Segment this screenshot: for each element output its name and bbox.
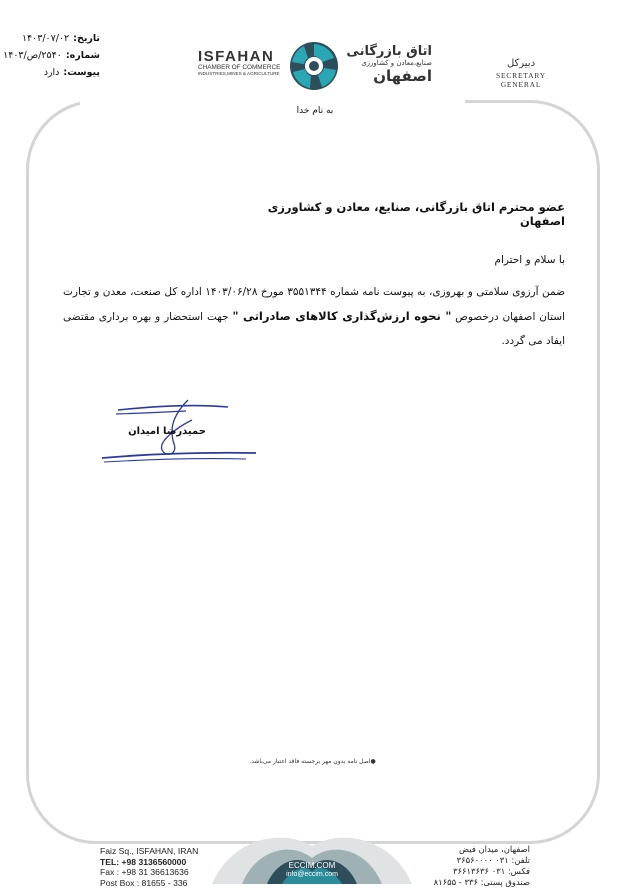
footer-fax-en: Fax : +98 31 36613636 [100, 867, 220, 878]
footer-street-fa: اصفهان، میدان فیض [410, 844, 530, 855]
paragraph-subject: " نحوه ارزش‌گذاری کالاهای صادراتی " [232, 309, 451, 323]
footer-fax-fa: فکس: ۰۳۱ ۳۶۶۱۳۶۳۶ [410, 866, 530, 877]
logo-fa-city: اصفهان [342, 67, 432, 85]
letter-meta [8, 30, 100, 81]
signatory-name: حمیدرضا امیدان [112, 426, 222, 437]
date-label: تاریخ: [73, 30, 100, 47]
letter-paragraph [63, 280, 565, 353]
greeting: با سلام و احترام [400, 254, 565, 266]
paragraph-text-2: جهت استحضار و بهره برداری مقتضی ایفاد می گردد. [63, 311, 565, 347]
footer-email[interactable]: info@eccim.com [262, 870, 362, 879]
date-value: ۱۴۰۳/۰۷/۰۲ [22, 30, 69, 47]
footer-address-en [100, 846, 220, 888]
number-label: شماره: [66, 47, 100, 64]
logo-fa-sectors: صنایع،معادن و کشاورزی [342, 59, 432, 67]
logo-chamber-line: CHAMBER OF COMMERCE [198, 64, 290, 71]
logo-city-name: ISFAHAN [198, 48, 290, 65]
logo-persian-text [342, 44, 432, 85]
footer-pobox-fa: صندوق پستی: ۳۳۶ - ۸۱۶۵۵ [410, 877, 530, 888]
office-title-en: SECRETARY GENERAL [476, 71, 566, 89]
office-title-fa: دبیرکل [476, 58, 566, 69]
attachment-label: پیوست: [63, 64, 100, 81]
logo-sectors-line: INDUSTRIES,MINES & AGRICULTURE [198, 71, 290, 76]
paragraph-text-1: ضمن آرزوی سلامتی و بهروزی، به پیوست نامه شماره ۳۵۵۱۳۴۴ مورخ ۱۴۰۳/۰۶/۲۸ اداره کل صنعت، معدن و تجارت استان اصفهان درخصوص [63, 286, 565, 323]
chamber-emblem-icon [288, 40, 340, 92]
footer-website [262, 861, 362, 879]
logo-fa-chamber: اتاق بازرگانی [342, 44, 432, 59]
logo-english-text [198, 48, 290, 76]
footer-street-en: Faiz Sq., ISFAHAN, IRAN [100, 846, 220, 857]
recipient-line: عضو محترم اتاق بازرگانی، صنایع، معادن و کشاورزی اصفهان [260, 200, 565, 228]
validity-note: ●اصل نامه بدون مهر برجسته فاقد اعتبار می‌باشد. [220, 758, 405, 765]
footer-tel-en: TEL: +98 3136560000 [100, 857, 220, 868]
office-title [476, 58, 566, 89]
footer-pobox-en: Post Box : 81655 - 336 [100, 878, 220, 888]
footer-tel-fa: تلفن: ۰۳۱ ۳۶۵۶۰۰۰۰ [410, 855, 530, 866]
attachment-value: دارد [44, 64, 60, 81]
footer-site[interactable]: ECCIM.COM [262, 861, 362, 870]
basmala: به نام خدا [250, 106, 380, 116]
footer-address-fa [410, 844, 530, 888]
number-value: ۲۵۴۰/ص/۱۴۰۳ [3, 47, 62, 64]
